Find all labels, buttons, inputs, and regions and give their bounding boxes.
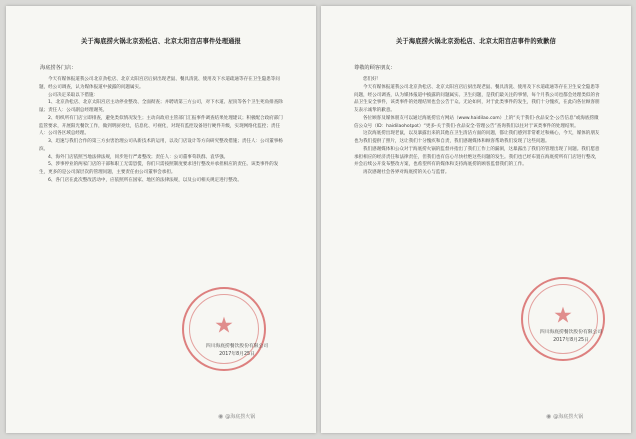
seal-star-icon: ★	[553, 303, 573, 329]
left-paragraph: 5、涉事停业的两家门店的干部和职工无需恐慌，你们只需按照制度要求进行整改并承担相应的责任。该类事件的发生，更多的是公司深层次的管理问题，主要责任由公司董事会承担。	[39, 162, 279, 175]
right-document-title: 关于海底捞火锅北京劲松店、北京太阳宫店事件的致歉信	[396, 38, 556, 45]
left-paragraph: 3、迅速与我们合作的第三方虫害治理公司从新技术的运用，以及门店设计等方向研究整改措施；责任人：公司董事杨滨。	[39, 139, 283, 152]
left-document-greeting: 海底捞各门店：	[40, 65, 77, 71]
right-paragraph: 我们感谢媒体和公众对于海底捞火锅的监督并指出了我们工作上的漏洞，这暴露出了我们的管理出现了问题。我们愿意承担相应的经济责任和法律责任，但我们也有信心尽快杜绝这些问题的发生。我们也已经布置在海底捞所有门店进行整改，并会后续公开发布整改方案，也希望所有的媒体和支持海底捞的顾客监督我们的工作。	[354, 146, 600, 168]
right-paragraph: 今天有媒体报道我公司北京劲松店、北京太阳宫店后厨出现老鼠、餐具清洗、使用及下水道疏通等存在卫生安全隐患等问题，经公司调查，认为媒体报道中披露的问题属实。卫生问题，是我们最关注的事情，每个月我公司也都会处理类似的食品卫生安全事件，该类事件的处理结果也会公告于众。无论如何，对于此类事件的发生，我们十分愧疚，在此向各位顾客朋友表示诚挚的歉意。	[354, 84, 600, 113]
company-seal-icon	[521, 277, 605, 361]
right-document-body	[354, 76, 600, 177]
seal-star-icon: ★	[214, 313, 234, 339]
right-paragraph: 这次海底捞出现老鼠，以及暴露出来的其他在卫生清洁方面的问题，都让我们感到非常难过和痛心，今天，媒体的朋友也为我们提供了照片，这让我们十分愧疚和自责，我们感谢媒体和顾客帮助我们发现了这些问题。	[354, 131, 600, 144]
right-paragraph: 再次感谢社会各界对海底捞的关心与监督。	[363, 170, 450, 175]
left-document-page	[6, 6, 316, 433]
left-document-body	[39, 76, 285, 185]
right-signature-company: 四川海底捞餐饮股份有限公司	[539, 330, 603, 335]
left-paragraph: 6、各门店在此次整改活动中，应依照所在国家、地区的法律法规，以及公司相关规定进行整改。	[48, 177, 242, 183]
right-paragraph: 各位顾客及媒体朋友可以通过海底捞官方网站（www.haidilao.com）上的“关于我们-食品安全-公告信息”或海底捞微信公众号（ID：haidilaohotpot）“更多-关于我们-食品安全-管理公告”查询我们以往对于该类事件的处理结果。	[354, 115, 599, 129]
left-paragraph: 2、组织所有门店立即排查，避免类似情况发生；主动向政府主管部门汇报事件调查结果处理建议；积极配合政府部门监管要求，开展阳光餐饮工作，做到明厨亮灶，信息化、可视化，对现有监控设备进行硬件升级，实现网络化监控；责任人：公司各区域总经理。	[39, 115, 283, 137]
weibo-icon: ◉	[546, 413, 552, 420]
right-paragraph: 您们好！	[363, 77, 382, 82]
left-paragraph: 今天有媒体报道我公司北京劲松店、北京太阳宫店后厨出现老鼠、餐具清洗、使用及下水道疏通等存在卫生隐患等问题，经公司调查，认为媒体报道中披露的问题属实。	[39, 77, 280, 90]
right-signature	[521, 329, 621, 345]
right-signature-date: 2017年8月25日	[553, 338, 589, 343]
right-document-greeting: 尊敬的顾客朋友：	[354, 65, 396, 71]
right-document-page	[321, 6, 631, 433]
left-paragraph: 4、海外门店依照当地法律法规，同步进行严肃整改；责任人：公司董事苟轶群、袁华强。	[48, 154, 229, 160]
right-watermark	[546, 413, 583, 420]
right-watermark-text: @海底捞火锅	[553, 414, 584, 420]
left-watermark	[218, 413, 255, 420]
left-paragraph: 1、北京劲松店、北京太阳宫店主动停业整改、全面彻查；并聘请第三方公司，对下水道、屋顶等各个卫生死角排查除鼠；责任人：公司副总经理谢英。	[39, 100, 283, 113]
left-watermark-text: @海底捞火锅	[225, 414, 256, 420]
left-signature	[187, 343, 287, 359]
weibo-icon: ◉	[218, 413, 224, 420]
left-signature-date: 2017年8月25日	[219, 352, 255, 357]
left-paragraph: 公司决定采取以下措施：	[48, 92, 99, 98]
left-document-title: 关于海底捞火锅北京劲松店、北京太阳宫店事件处理通报	[81, 38, 241, 45]
left-signature-company: 四川海底捞餐饮股份有限公司	[205, 344, 269, 349]
